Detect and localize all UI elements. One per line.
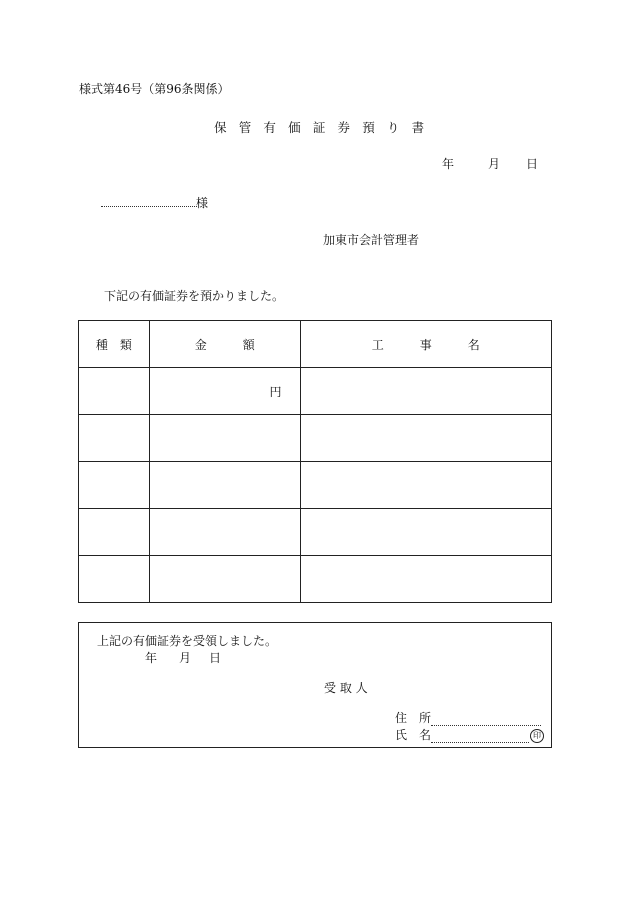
title-char: り [386, 120, 400, 135]
title-char: 証 [312, 120, 326, 135]
title-char: 書 [411, 120, 425, 135]
cell-type[interactable] [79, 368, 150, 415]
cell-type[interactable] [79, 509, 150, 556]
name-field[interactable] [431, 730, 529, 743]
cell-amount[interactable] [149, 462, 300, 509]
header-project: 工 事 名 [300, 321, 551, 368]
address-label: 住 所 [395, 711, 432, 725]
form-number: 様式第46号（第96条関係） [79, 82, 230, 96]
table-row [79, 556, 552, 603]
receipt-date-year: 年 [145, 651, 158, 665]
cell-project[interactable] [300, 368, 551, 415]
receipt-text: 上記の有価証券を受領しました。 [97, 634, 278, 648]
securities-table [78, 320, 552, 603]
table-row [79, 368, 552, 415]
title-char: 管 [238, 120, 252, 135]
receipt-date [145, 649, 221, 666]
table-row [79, 462, 552, 509]
date-year: 年 [442, 157, 455, 171]
issue-date [442, 155, 538, 172]
cell-amount[interactable]: 円 [149, 368, 300, 415]
table-row [79, 509, 552, 556]
cell-project[interactable] [300, 415, 551, 462]
cell-project[interactable] [300, 462, 551, 509]
title-char: 有 [263, 120, 276, 135]
title-char: 保 [214, 120, 227, 135]
addressee-field[interactable] [101, 194, 197, 207]
cell-project[interactable] [300, 556, 551, 603]
name-label: 氏 名 [395, 728, 432, 742]
cell-amount[interactable] [149, 556, 300, 603]
address-field[interactable] [431, 713, 541, 726]
name-row [395, 726, 544, 743]
date-month: 月 [488, 157, 501, 171]
cell-type[interactable] [79, 462, 150, 509]
cell-amount[interactable] [149, 415, 300, 462]
cell-type[interactable] [79, 415, 150, 462]
receipt-section [78, 622, 552, 748]
receipt-date-day: 日 [209, 651, 222, 665]
issuer-name: 加東市会計管理者 [323, 233, 420, 247]
cell-type[interactable] [79, 556, 150, 603]
statement-text: 下記の有価証券を預かりました。 [104, 289, 285, 303]
table-header-row [79, 321, 552, 368]
table-row [79, 415, 552, 462]
receipt-date-month: 月 [179, 651, 192, 665]
title-char: 預 [362, 120, 375, 135]
addressee-suffix: 様 [196, 196, 209, 210]
seal-icon: 印 [530, 729, 544, 743]
cell-project[interactable] [300, 509, 551, 556]
address-row [395, 709, 541, 726]
header-amount: 金 額 [149, 321, 300, 368]
header-type: 種 類 [79, 321, 150, 368]
date-day: 日 [526, 157, 539, 171]
title-char: 価 [288, 120, 301, 135]
recipient-label: 受 取 人 [324, 681, 368, 695]
cell-amount[interactable] [149, 509, 300, 556]
document-title [214, 118, 436, 136]
title-char: 券 [337, 120, 351, 135]
